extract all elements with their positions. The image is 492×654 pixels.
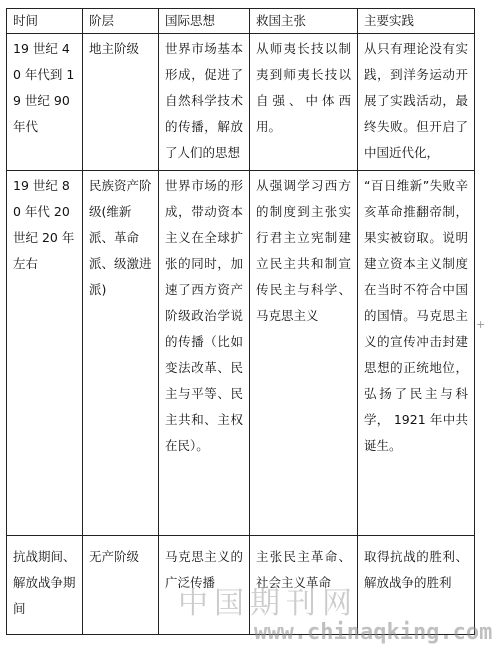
cell-main-practice: “百日维新”失败辛亥革命推翻帝制，果实被窃取。说明建立资本主义制度在当时不符合中国的国情。马克思主义的宣传冲击封建思想的正统地位，弘扬了民主与科学， 1921 年中共诞生。 xyxy=(358,171,475,536)
edge-resize-glyph: + xyxy=(476,318,486,331)
cell-main-practice: 从只有理论没有实践，到洋务运动开展了实践活动，最终失败。但开启了中国近代化， xyxy=(358,34,475,171)
cell-class: 无产阶级 xyxy=(83,536,159,635)
table-row xyxy=(7,34,475,171)
cell-salvation-proposal: 主张民主革命、社会主义革命 xyxy=(250,536,358,635)
history-table-container xyxy=(6,8,474,635)
watermark-chinese: 中国期刊网 xyxy=(178,586,358,621)
table-header-row xyxy=(7,9,475,34)
header-main-practice: 主要实践 xyxy=(358,9,475,34)
cell-time: 19 世纪 80 年代 20 世纪 20 年左右 xyxy=(7,171,83,536)
cell-international-thought: 世界市场基本形成，促进了自然科学技术的传播，解放了人们的思想 xyxy=(159,34,250,171)
cell-main-practice: 取得抗战的胜利、解放战争的胜利 xyxy=(358,536,475,635)
cell-international-thought: 马克思主义的广泛传播 xyxy=(159,536,250,635)
table-row xyxy=(7,536,475,635)
history-table xyxy=(6,8,475,635)
watermark-url: www.chinaqking.com xyxy=(254,620,492,645)
cell-salvation-proposal: 从师夷长技以制夷到师夷长技以自强、中体西用。 xyxy=(250,34,358,171)
cell-class: 地主阶级 xyxy=(83,34,159,171)
cell-time: 抗战期间、解放战争期间 xyxy=(7,536,83,635)
cell-salvation-proposal: 从强调学习西方的制度到主张实行君主立宪制建立民主共和制宣传民主与科学、马克思主义 xyxy=(250,171,358,536)
cell-time: 19 世纪 40 年代到 19 世纪 90 年代 xyxy=(7,34,83,171)
header-class: 阶层 xyxy=(83,9,159,34)
header-international-thought: 国际思想 xyxy=(159,9,250,34)
cell-international-thought: 世界市场的形成，带动资本主义在全球扩张的同时，加速了西方资产阶级政治学说的传播（比如变法改革、民主与平等、民主共和、主权在民）。 xyxy=(159,171,250,536)
cell-class: 民族资产阶级(维新派、革命派、级激进派) xyxy=(83,171,159,536)
header-time: 时间 xyxy=(7,9,83,34)
header-salvation-proposal: 救国主张 xyxy=(250,9,358,34)
table-row xyxy=(7,171,475,536)
